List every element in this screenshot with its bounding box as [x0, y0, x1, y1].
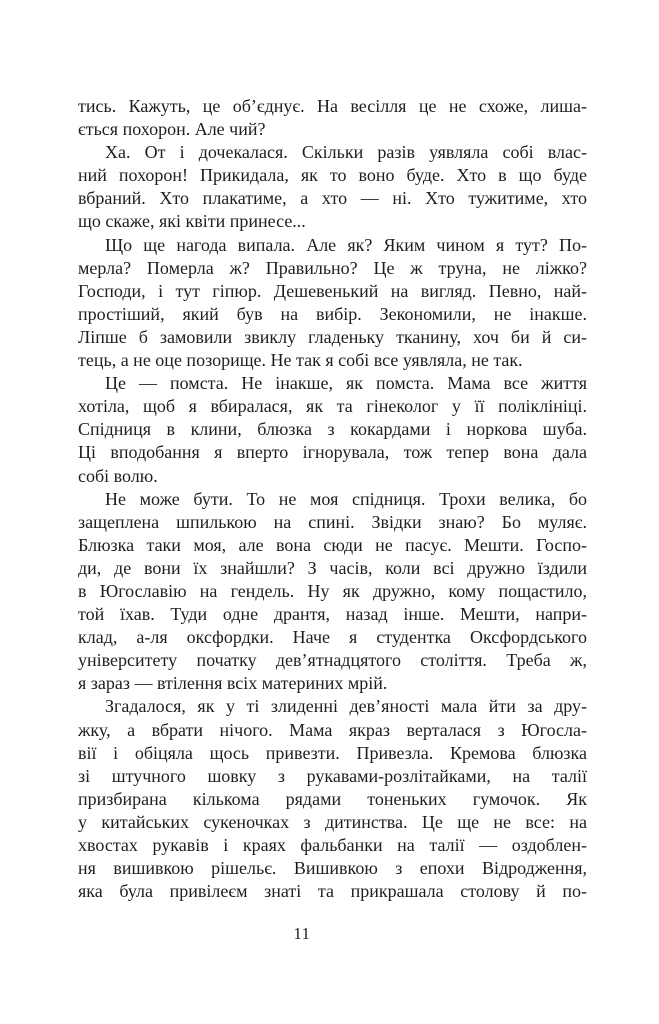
text-line: університету початку дев’ятнадцятого століття. Треба ж,	[78, 650, 587, 671]
text-line: Не може бути. То не моя спідниця. Трохи велика, бо	[105, 488, 587, 509]
text-line: мерла? Померла ж? Правильно? Це ж труна, не ліжко?	[78, 257, 587, 278]
paragraph	[78, 488, 587, 696]
text-line: Спідниця в клини, блюзка з кокардами і норкова шуба.	[78, 419, 587, 440]
paragraph	[78, 95, 587, 141]
text-line: собі волю.	[78, 465, 158, 486]
paragraph	[78, 141, 587, 233]
text-line: Згадалося, як у ті злиденні дев’яності мала йти за дру-	[105, 696, 587, 717]
text-line: ди, де вони їх знайшли? З часів, коли всі дружно їздили	[78, 557, 587, 578]
text-line: клад, а-ля оксфордки. Наче я студентка Оксфордського	[78, 627, 587, 648]
text-line: защеплена шпилькою на спині. Звідки знаю? Бо муляє.	[78, 511, 587, 532]
text-line: Господи, і тут гіпюр. Дешевенький на вигляд. Певно, най-	[78, 280, 587, 301]
text-line: яка була привілеєм знаті та прикрашала столову й по-	[78, 881, 587, 902]
text-line: вії і обіцяла щось привезти. Привезла. Кремова блюзка	[78, 742, 587, 763]
paragraph	[78, 372, 587, 487]
text-line: хотіла, щоб я вбиралася, як та гінеколог у її поліклініці.	[78, 396, 587, 417]
text-line: що скаже, які квіти принесе...	[78, 211, 306, 232]
page-number: 11	[293, 924, 311, 943]
text-line: вбраний. Хто плакатиме, а хто — ні. Хто тужитиме, хто	[78, 188, 587, 209]
text-line: тець, а не оце позорище. Не так я собі все уявляла, не так.	[78, 350, 523, 371]
text-line: в Югославію на гендель. Ну як дружно, кому пощастило,	[78, 580, 587, 601]
text-line: зі штучного шовку з рукавами-розлітайками, на талії	[78, 765, 587, 786]
text-line: простіший, який був на вибір. Зекономили, не інакше.	[78, 303, 587, 324]
text-line: тись. Кажуть, це об’єднує. На весілля це не схоже, лиша-	[78, 96, 587, 116]
paragraph	[78, 234, 587, 373]
text-line: жку, а вбрати нічого. Мама якраз верталася з Югосла-	[78, 719, 587, 740]
text-line: хвостах рукавів і краях фальбанки на талії — оздоблен-	[78, 835, 587, 855]
text-line: той їхав. Туди одне дрантя, назад інше. Мешти, напри-	[78, 604, 587, 625]
page-text	[78, 95, 587, 903]
text-line: я зараз — втілення всіх материних мрій.	[78, 673, 388, 694]
text-line: Це — помста. Не інакше, як помста. Мама все життя	[105, 373, 587, 394]
text-line: Ха. От і дочекалася. Скільки разів уявляла собі влас-	[105, 142, 587, 163]
text-line: Ці вподобання я вперто ігнорувала, тож тепер вона дала	[78, 442, 587, 463]
text-line: Що ще нагода випала. Але як? Яким чином я тут? По-	[105, 234, 587, 255]
text-line: Блюзка таки моя, але вона сюди не пасує. Мешти. Госпо-	[78, 534, 587, 555]
text-line: призбирана кількома рядами тоненьких гумочок. Як	[78, 788, 587, 809]
text-line: ня вишивкою рішельє. Вишивкою з епохи Відродження,	[78, 858, 587, 879]
paragraph	[78, 695, 587, 903]
text-line: у китайських сукеночках з дитинства. Це ще не все: на	[78, 811, 587, 832]
text-line: ється похорон. Але чий?	[78, 119, 266, 140]
text-line: Ліпше б замовили звиклу гладеньку тканину, хоч би й си-	[78, 326, 587, 347]
text-line: ний похорон! Прикидала, як то воно буде. Хто в що буде	[78, 165, 587, 186]
